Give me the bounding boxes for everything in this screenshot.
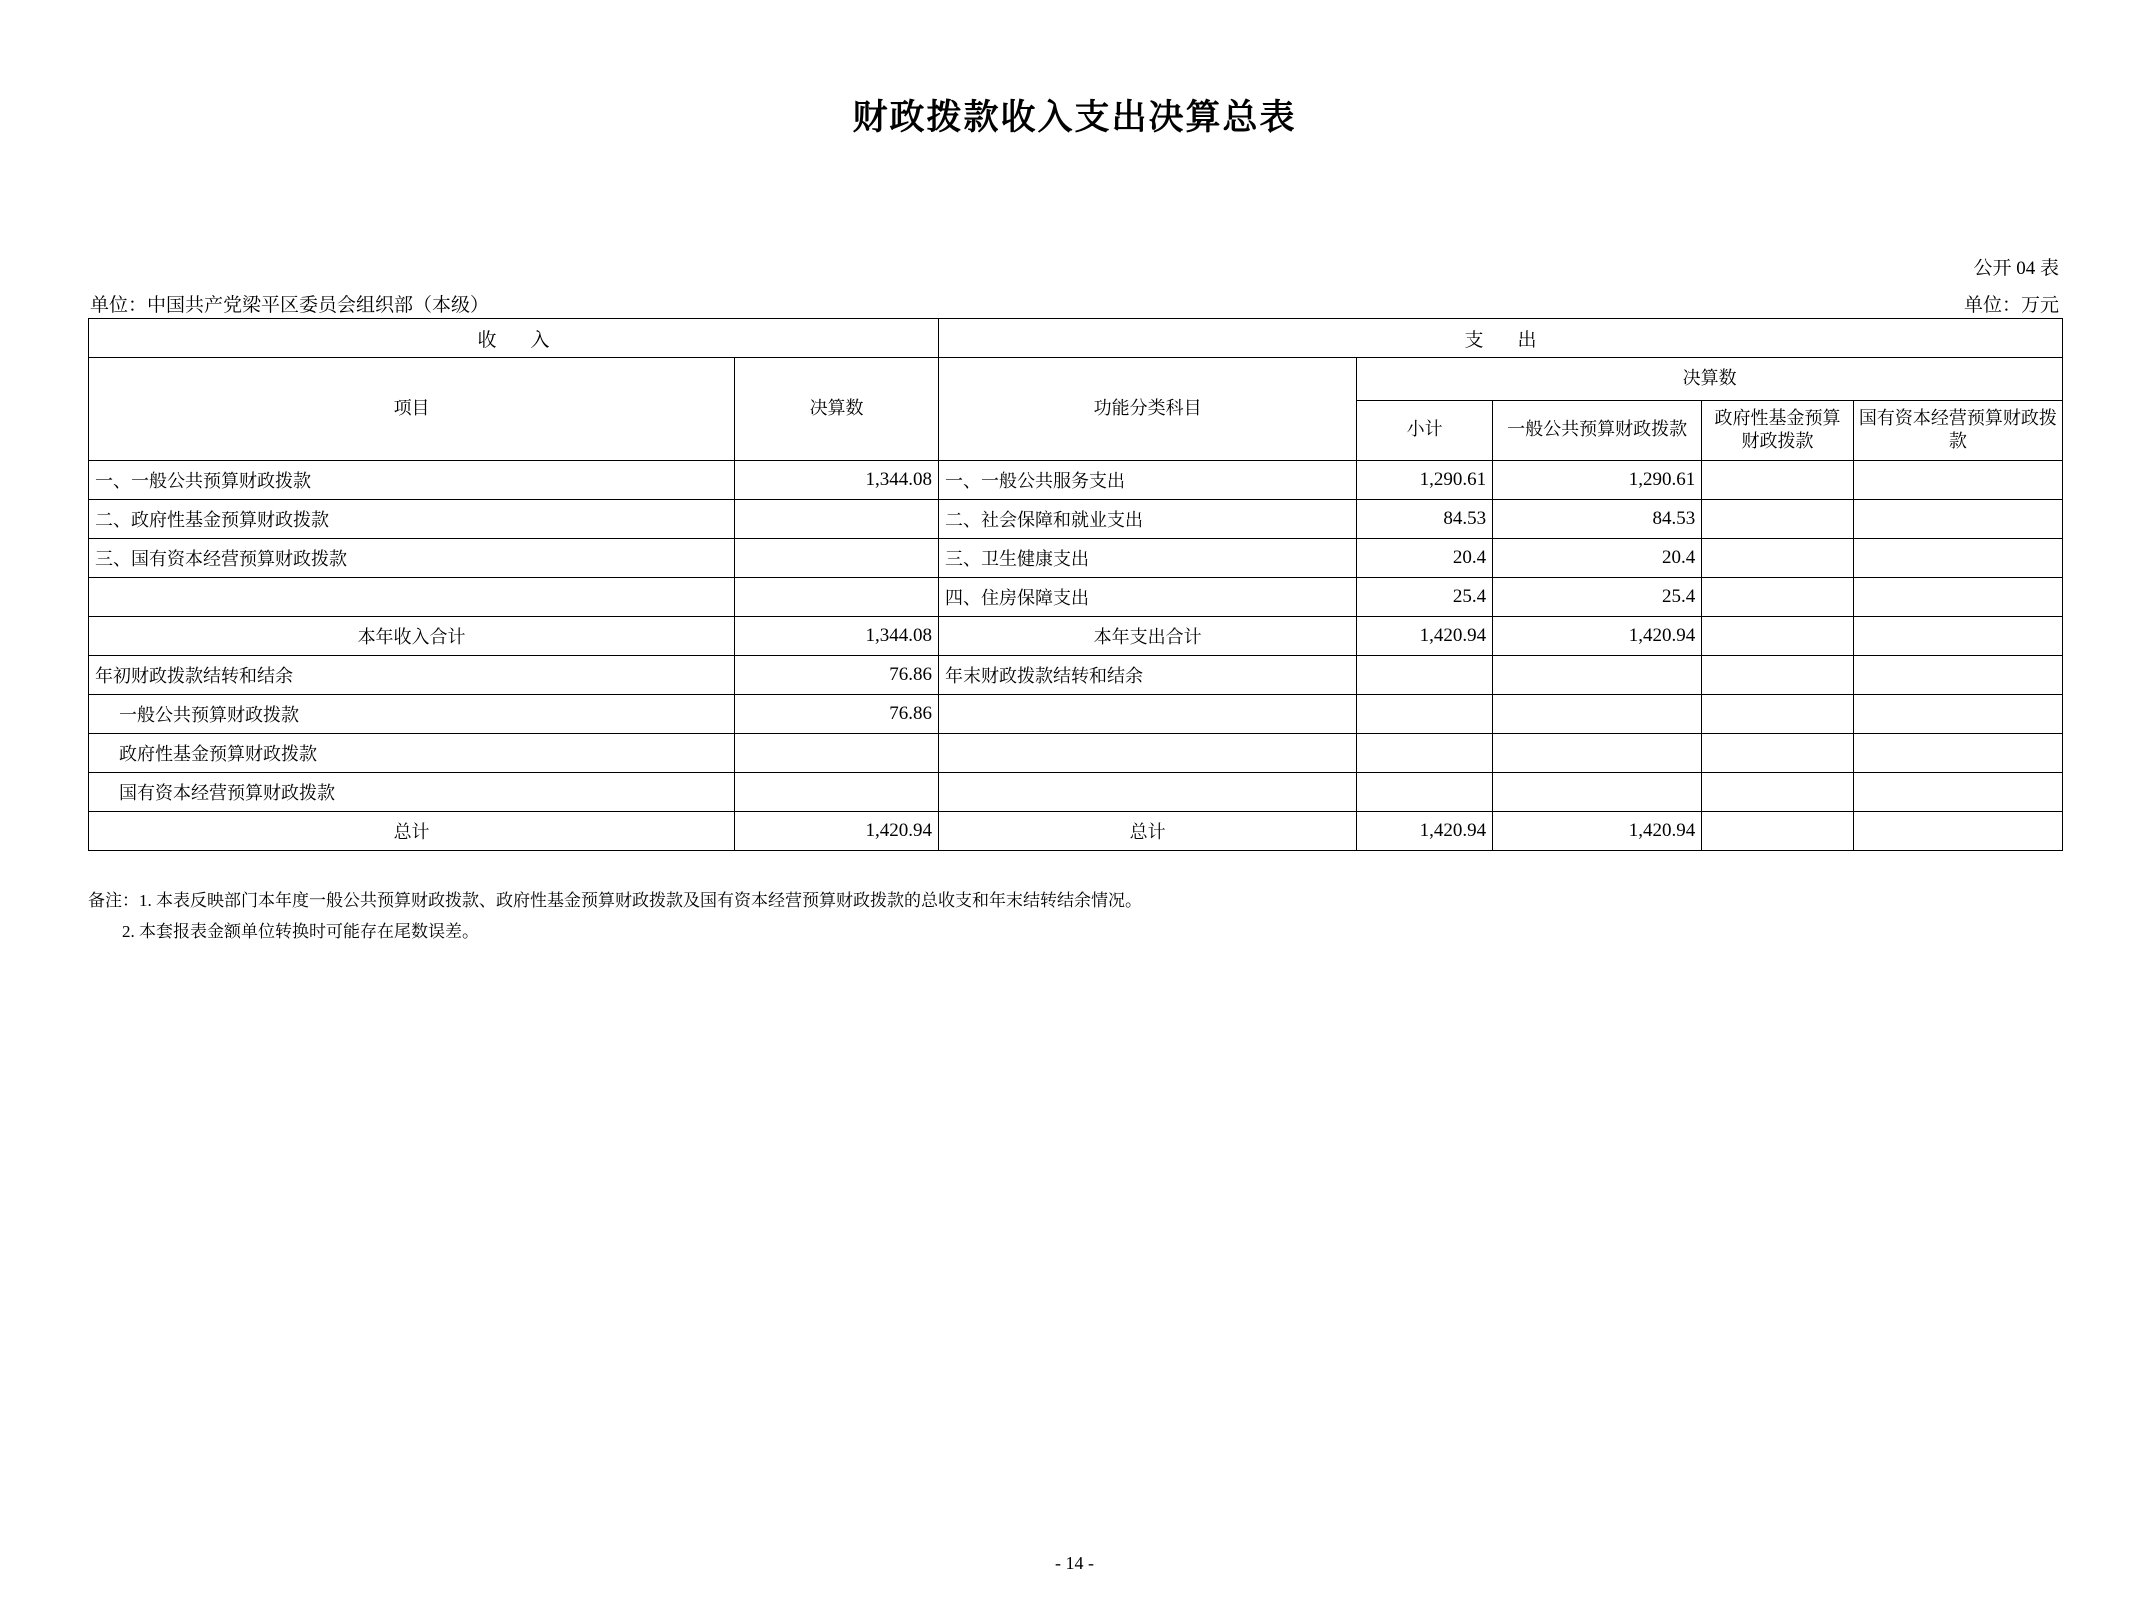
expense-general: 1,290.61 (1493, 461, 1702, 500)
page-number: - 14 - (1055, 1553, 1094, 1573)
expense-blank-subtotal (1357, 695, 1493, 734)
expense-blank-fund (1702, 695, 1854, 734)
expense-grand-total-general: 1,420.94 (1493, 812, 1702, 851)
expense-label: 二、社会保障和就业支出 (939, 500, 1357, 539)
header-income-amount: 决算数 (735, 358, 939, 461)
expense-carryover-general (1493, 656, 1702, 695)
expense-fund (1702, 461, 1854, 500)
expense-blank-subtotal (1357, 773, 1493, 812)
expense-carryover-capital (1853, 656, 2062, 695)
expense-blank-label (939, 773, 1357, 812)
expense-blank-label (939, 695, 1357, 734)
header-expense-general: 一般公共预算财政拨款 (1493, 401, 1702, 461)
table-row-carryover (89, 656, 2063, 695)
expense-blank-capital (1853, 734, 2062, 773)
expense-fund (1702, 500, 1854, 539)
expense-fund (1702, 539, 1854, 578)
income-carryover-sub-amount: 76.86 (735, 695, 939, 734)
expense-general: 20.4 (1493, 539, 1702, 578)
expense-blank-general (1493, 734, 1702, 773)
header-expense-fund: 政府性基金预算财政拨款 (1702, 401, 1854, 461)
income-carryover-sub-amount (735, 734, 939, 773)
expense-total-subtotal: 1,420.94 (1357, 617, 1493, 656)
expense-blank-general (1493, 773, 1702, 812)
table-row (89, 773, 2063, 812)
expense-subtotal: 20.4 (1357, 539, 1493, 578)
expense-carryover-subtotal (1357, 656, 1493, 695)
income-grand-total-amount: 1,420.94 (735, 812, 939, 851)
header-income-group: 收 入 (89, 319, 939, 358)
expense-fund (1702, 578, 1854, 617)
expense-grand-total-fund (1702, 812, 1854, 851)
form-number: 公开 04 表 (1973, 258, 2059, 279)
expense-blank-label (939, 734, 1357, 773)
income-carryover-amount: 76.86 (735, 656, 939, 695)
table-row (89, 734, 2063, 773)
header-expense-subject: 功能分类科目 (939, 358, 1357, 461)
footnote-2: 2. 本套报表金额单位转换时可能存在尾数误差。 (122, 922, 479, 942)
header-income-item: 项目 (89, 358, 735, 461)
expense-grand-total-capital (1853, 812, 2062, 851)
income-carryover-sub-amount (735, 773, 939, 812)
expense-blank-general (1493, 695, 1702, 734)
page-title: 财政拨款收入支出决算总表 (852, 98, 1297, 138)
income-amount (735, 578, 939, 617)
expense-blank-fund (1702, 773, 1854, 812)
expense-grand-total-subtotal: 1,420.94 (1357, 812, 1493, 851)
table-row (89, 695, 2063, 734)
income-label: 二、政府性基金预算财政拨款 (89, 500, 735, 539)
table-header-group-row (89, 319, 2063, 358)
expense-capital (1853, 500, 2062, 539)
expense-label: 一、一般公共服务支出 (939, 461, 1357, 500)
income-amount (735, 500, 939, 539)
income-total-amount: 1,344.08 (735, 617, 939, 656)
expense-general: 84.53 (1493, 500, 1702, 539)
header-expense-amount-group: 决算数 (1357, 358, 2063, 401)
expense-label: 四、住房保障支出 (939, 578, 1357, 617)
income-carryover-sub-label: 一般公共预算财政拨款 (89, 695, 735, 734)
header-expense-subtotal: 小计 (1357, 401, 1493, 461)
income-amount: 1,344.08 (735, 461, 939, 500)
expense-subtotal: 25.4 (1357, 578, 1493, 617)
expense-capital (1853, 461, 2062, 500)
expense-total-capital (1853, 617, 2062, 656)
footnote-1: 备注：1. 本表反映部门本年度一般公共预算财政拨款、政府性基金预算财政拨款及国有资本经营预算财政拨款的总收支和年末结转结余情况。 (88, 891, 1142, 910)
table-row-total (89, 617, 2063, 656)
expense-total-fund (1702, 617, 1854, 656)
table-row (89, 578, 2063, 617)
document-page (0, 90, 2149, 1610)
unit-measure: 单位：万元 (1963, 295, 2059, 316)
expense-blank-capital (1853, 695, 2062, 734)
income-label: 三、国有资本经营预算财政拨款 (89, 539, 735, 578)
table-row (89, 500, 2063, 539)
income-label: 一、一般公共预算财政拨款 (89, 461, 735, 500)
header-expense-capital: 国有资本经营预算财政拨款 (1853, 401, 2062, 461)
expense-carryover-label: 年末财政拨款结转和结余 (939, 656, 1357, 695)
expense-capital (1853, 578, 2062, 617)
expense-subtotal: 84.53 (1357, 500, 1493, 539)
expense-total-general: 1,420.94 (1493, 617, 1702, 656)
expense-grand-total-label: 总计 (939, 812, 1357, 851)
expense-capital (1853, 539, 2062, 578)
expense-blank-capital (1853, 773, 2062, 812)
expense-blank-fund (1702, 734, 1854, 773)
income-total-label: 本年收入合计 (89, 617, 735, 656)
table-row (89, 461, 2063, 500)
income-carryover-sub-label: 国有资本经营预算财政拨款 (89, 773, 735, 812)
table-row (89, 539, 2063, 578)
header-expense-group: 支 出 (939, 319, 2063, 358)
income-grand-total-label: 总计 (89, 812, 735, 851)
income-amount (735, 539, 939, 578)
unit-name: 单位：中国共产党梁平区委员会组织部（本级） (90, 295, 490, 316)
expense-subtotal: 1,290.61 (1357, 461, 1493, 500)
income-label (89, 578, 735, 617)
expense-blank-subtotal (1357, 734, 1493, 773)
expense-label: 三、卫生健康支出 (939, 539, 1357, 578)
income-carryover-sub-label: 政府性基金预算财政拨款 (89, 734, 735, 773)
expense-total-label: 本年支出合计 (939, 617, 1357, 656)
footnotes (88, 885, 1142, 948)
expense-general: 25.4 (1493, 578, 1702, 617)
income-carryover-label: 年初财政拨款结转和结余 (89, 656, 735, 695)
table-row-grand-total (89, 812, 2063, 851)
budget-table (88, 318, 2063, 851)
table-header-sub-row (89, 358, 2063, 401)
expense-carryover-fund (1702, 656, 1854, 695)
